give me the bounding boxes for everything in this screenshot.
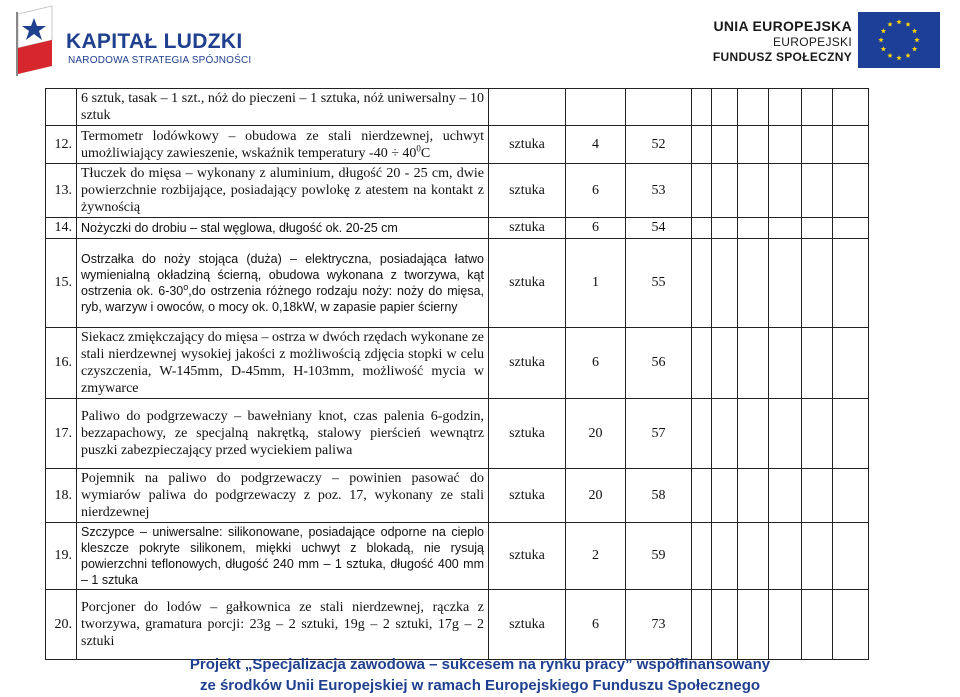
unit-cell: [489, 89, 566, 126]
logo-subtitle: NARODOWA STRATEGIA SPÓJNOŚCI: [68, 55, 252, 66]
unit-cell: sztuka: [489, 218, 566, 239]
quantity-cell: [566, 89, 626, 126]
empty-cell: [833, 239, 869, 328]
empty-cell: [738, 164, 769, 218]
quantity-cell: 20: [566, 399, 626, 469]
unit-cell: sztuka: [489, 590, 566, 660]
empty-cell: [692, 218, 712, 239]
item-description: Siekacz zmiękczający do mięsa – ostrza w dwóch rzędach wykonane ze stali nierdzewnej wysokiej jakości z możliwością zdjęcia stopki w celu czyszczenia, W-145mm, D-45mm, H-103mm, możliwość mycia w zmywarce: [77, 328, 489, 399]
empty-cell: [802, 126, 833, 164]
position-cell: 73: [626, 590, 692, 660]
item-description: Paliwo do podgrzewaczy – bawełniany knot, czas palenia 6-godzin, bezzapachowy, ze specjalną nakrętką, stalowy pierścień wewnątrz puszki zabezpieczający przed wyciekiem paliwa: [77, 399, 489, 469]
empty-cell: [802, 328, 833, 399]
position-cell: 55: [626, 239, 692, 328]
description-text: Ostrzałka do noży stojąca (duża) – elektryczna, posiadająca łatwo wymienialną okładziną ścierną, obudowa wykonana z tworzywa, kąt ostrzenia ok. 6-30: [81, 252, 484, 298]
quantity-cell: 4: [566, 126, 626, 164]
empty-cell: [738, 399, 769, 469]
row-number: 17.: [46, 399, 77, 469]
description-text: C: [420, 145, 431, 161]
eu-flag-icon: [858, 12, 940, 68]
quantity-cell: 2: [566, 523, 626, 590]
empty-cell: [769, 328, 802, 399]
position-cell: 54: [626, 218, 692, 239]
project-footer: [0, 654, 960, 696]
empty-cell: [738, 590, 769, 660]
empty-cell: [712, 469, 738, 523]
description-text: Termometr lodówkowy – obudowa ze stali nierdzewnej, uchwyt umożliwiający zawieszenie, wskaźnik temperatury -40 ÷ 40: [81, 128, 484, 161]
empty-cell: [833, 126, 869, 164]
empty-cell: [738, 328, 769, 399]
row-number: 14.: [46, 218, 77, 239]
empty-cell: [833, 218, 869, 239]
empty-cell: [692, 126, 712, 164]
item-description: Pojemnik na paliwo do podgrzewaczy – powinien pasować do wymiarów paliwa do podgrzewaczy z poz. 17, wykonany ze stali nierdzewnej: [77, 469, 489, 523]
quantity-cell: 6: [566, 164, 626, 218]
row-number: 19.: [46, 523, 77, 590]
quantity-cell: 6: [566, 590, 626, 660]
empty-cell: [692, 590, 712, 660]
empty-cell: [802, 399, 833, 469]
table-row: [46, 523, 869, 590]
empty-cell: [769, 126, 802, 164]
empty-cell: [802, 218, 833, 239]
empty-cell: [692, 523, 712, 590]
empty-cell: [692, 89, 712, 126]
unit-cell: sztuka: [489, 523, 566, 590]
item-description: Porcjoner do lodów – gałkownica ze stali nierdzewnej, rączka z tworzywa, gramatura porcji: 23g – 2 sztuki, 19g – 2 sztuki, 17g – 2 sztuki: [77, 590, 489, 660]
empty-cell: [769, 399, 802, 469]
empty-cell: [802, 523, 833, 590]
empty-cell: [712, 590, 738, 660]
unit-cell: sztuka: [489, 328, 566, 399]
unit-cell: sztuka: [489, 164, 566, 218]
empty-cell: [833, 89, 869, 126]
position-cell: [626, 89, 692, 126]
eu-text: [713, 18, 852, 65]
item-description: 6 sztuk, tasak – 1 szt., nóż do pieczeni – 1 sztuka, nóż uniwersalny – 10 sztuk: [77, 89, 489, 126]
empty-cell: [692, 239, 712, 328]
row-number: 15.: [46, 239, 77, 328]
empty-cell: [769, 218, 802, 239]
position-cell: 59: [626, 523, 692, 590]
quantity-cell: 20: [566, 469, 626, 523]
position-cell: 58: [626, 469, 692, 523]
empty-cell: [692, 469, 712, 523]
empty-cell: [712, 399, 738, 469]
description-superscript: 0: [416, 142, 421, 153]
unit-cell: sztuka: [489, 399, 566, 469]
table-row: [46, 218, 869, 239]
kapital-ludzki-logo: [0, 0, 300, 82]
table-row: [46, 328, 869, 399]
quantity-cell: 6: [566, 218, 626, 239]
unit-cell: sztuka: [489, 239, 566, 328]
empty-cell: [769, 164, 802, 218]
eu-line2: EUROPEJSKI: [772, 35, 852, 49]
row-number: 18.: [46, 469, 77, 523]
empty-cell: [833, 328, 869, 399]
table-row: [46, 164, 869, 218]
empty-cell: [802, 239, 833, 328]
empty-cell: [833, 469, 869, 523]
empty-cell: [833, 590, 869, 660]
logo-title: KAPITAŁ LUDZKI: [66, 30, 243, 53]
empty-cell: [712, 89, 738, 126]
position-cell: 57: [626, 399, 692, 469]
empty-cell: [769, 523, 802, 590]
empty-cell: [712, 218, 738, 239]
unit-cell: sztuka: [489, 126, 566, 164]
empty-cell: [802, 590, 833, 660]
items-table: [45, 88, 869, 660]
description-superscript: o: [183, 281, 189, 292]
empty-cell: [769, 239, 802, 328]
row-number: 16.: [46, 328, 77, 399]
empty-cell: [738, 89, 769, 126]
empty-cell: [802, 164, 833, 218]
empty-cell: [802, 89, 833, 126]
item-description: [77, 239, 489, 328]
empty-cell: [738, 126, 769, 164]
row-number: 13.: [46, 164, 77, 218]
eu-logo: [630, 0, 960, 82]
footer-line2: ze środków Unii Europejskiej w ramach Europejskiego Funduszu Społecznego: [199, 677, 761, 694]
empty-cell: [712, 126, 738, 164]
empty-cell: [769, 590, 802, 660]
empty-cell: [692, 164, 712, 218]
empty-cell: [738, 239, 769, 328]
position-cell: 53: [626, 164, 692, 218]
empty-cell: [738, 469, 769, 523]
eu-line3: FUNDUSZ SPOŁECZNY: [712, 50, 852, 64]
item-description: Nożyczki do drobiu – stal węglowa, długość ok. 20-25 cm: [77, 218, 489, 239]
empty-cell: [712, 523, 738, 590]
empty-cell: [769, 89, 802, 126]
quantity-cell: 6: [566, 328, 626, 399]
row-number: [46, 89, 77, 126]
empty-cell: [692, 328, 712, 399]
empty-cell: [738, 523, 769, 590]
table-row: [46, 239, 869, 328]
empty-cell: [802, 469, 833, 523]
item-description: [77, 126, 489, 164]
table-row: [46, 89, 869, 126]
eu-line1: UNIA EUROPEJSKA: [713, 18, 852, 34]
empty-cell: [712, 164, 738, 218]
table-row: [46, 469, 869, 523]
polish-flag-star-icon: [12, 4, 60, 76]
quantity-cell: 1: [566, 239, 626, 328]
table-row: [46, 126, 869, 164]
empty-cell: [833, 399, 869, 469]
unit-cell: sztuka: [489, 469, 566, 523]
empty-cell: [833, 164, 869, 218]
description-text: ,do ostrzenia różnego rodzaju noży: noży do mięsa, ryb, warzyw i owoców, o mocy ok. 0,18kW, w zapasie papier ścierny: [81, 284, 485, 314]
empty-cell: [712, 328, 738, 399]
empty-cell: [738, 218, 769, 239]
table-row: [46, 399, 869, 469]
position-cell: 56: [626, 328, 692, 399]
row-number: 12.: [46, 126, 77, 164]
table-row: [46, 590, 869, 660]
empty-cell: [712, 239, 738, 328]
empty-cell: [769, 469, 802, 523]
position-cell: 52: [626, 126, 692, 164]
empty-cell: [692, 399, 712, 469]
empty-cell: [833, 523, 869, 590]
item-description: Szczypce – uniwersalne: silikonowane, posiadające odporne na cieplo kleszcze pokryte silikonem, miękki uchwyt z blokadą, nie rysują powierzchni teflonowych, długość 240 mm – 1 sztuka, długość 400 mm – 1 sztuka: [77, 523, 489, 590]
row-number: 20.: [46, 590, 77, 660]
footer-line1: Projekt „Specjalizacja zawodowa – sukcesem na rynku pracy” współfinansowany: [189, 656, 771, 673]
item-description: Tłuczek do mięsa – wykonany z aluminium, długość 20 - 25 cm, dwie powierzchnie rozbijające, posiadający powlokę z atestem na kontakt z żywnością: [77, 164, 489, 218]
